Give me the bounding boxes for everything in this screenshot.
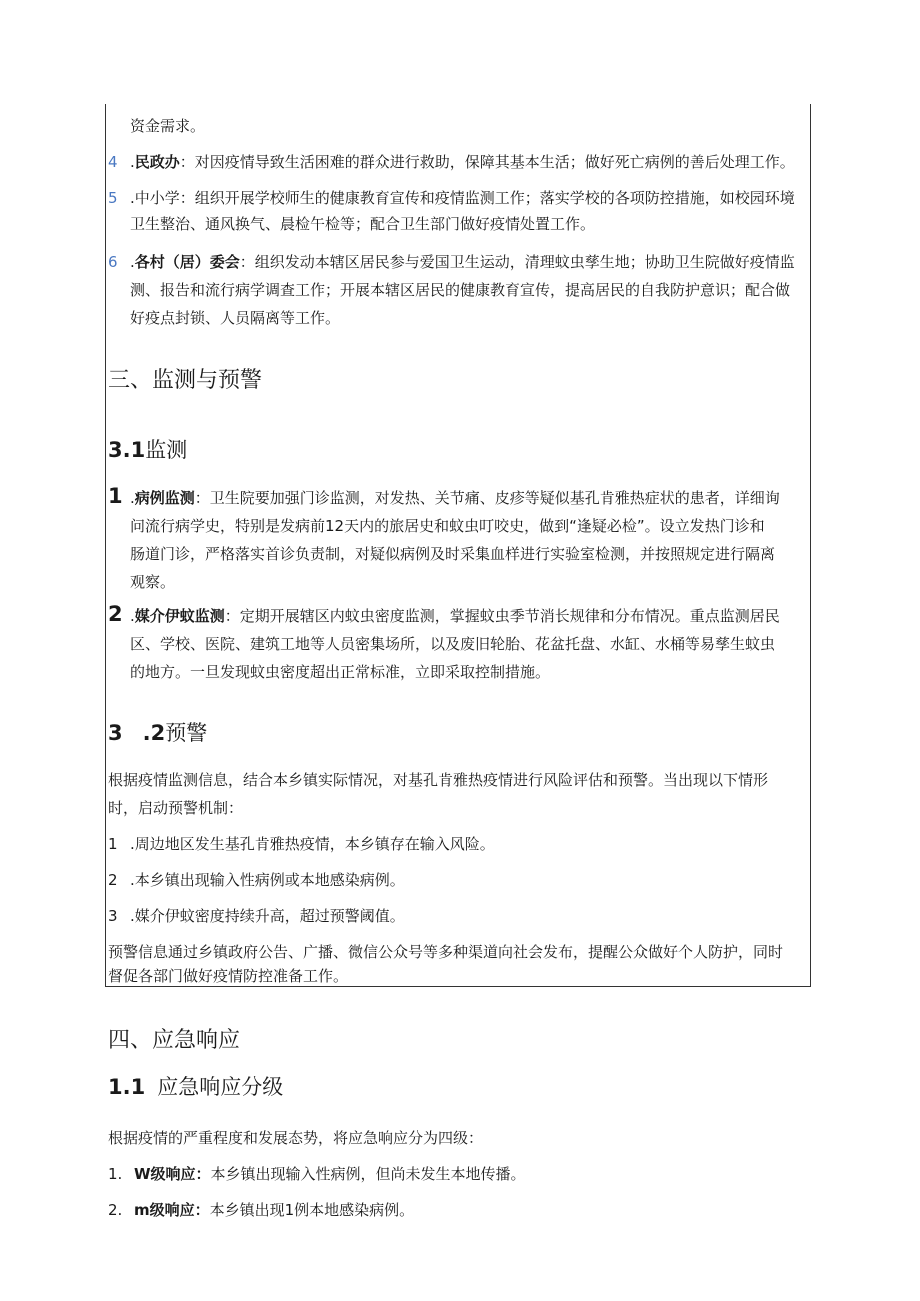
subheading-1-1: 1.1 应急响应分级 bbox=[108, 1075, 284, 1099]
list-item-schools: .中小学：组织开展学校师生的健康教育宣传和疫情监测工作；落实学校的各项防控措施，如校园环境 bbox=[130, 189, 795, 207]
text-line: 测、报告和流行病学调查工作；开展本辖区居民的健康教育宣传，提高居民的自我防护意识；配合做 bbox=[130, 281, 791, 299]
text-line: 根据疫情的严重程度和发展态势，将应急响应分为四级： bbox=[108, 1129, 484, 1147]
text-line: 观察。 bbox=[130, 573, 176, 591]
item-number: 4 bbox=[108, 153, 118, 171]
section-heading-3: 三、监测与预警 bbox=[108, 368, 263, 393]
text-line: 区、学校、医院、建筑工地等人员密集场所，以及废旧轮胎、花盆托盘、水缸、水桶等易孳生蚊虫 bbox=[130, 635, 776, 653]
text-line: 好疫点封锁、人员隔离等工作。 bbox=[130, 309, 341, 327]
text-line: 卫生整治、通风换气、晨检午检等；配合卫生部门做好疫情处置工作。 bbox=[130, 215, 596, 233]
text-line: 的地方。一旦发现蚊虫密度超出正常标准，立即采取控制措施。 bbox=[130, 663, 551, 681]
item-number: 3 bbox=[108, 907, 118, 925]
text-line: 问流行病学史，特别是发病前12天内的旅居史和蚊虫叮咬史，做到“逢疑必检”。设立发热门诊和 bbox=[130, 517, 765, 535]
list-item-case-monitoring: .病例监测：卫生院要加强门诊监测，对发热、关节痛、皮疹等疑似基孔肯雅热症状的患者，详细询 bbox=[130, 489, 780, 507]
list-item-civil-affairs: .民政办：对因疫情导致生活困难的群众进行救助，保障其基本生活；做好死亡病例的善后处理工作。 bbox=[130, 153, 795, 171]
item-number: 6 bbox=[108, 253, 118, 271]
item-number: 1 bbox=[108, 484, 123, 508]
warning-condition: .本乡镇出现输入性病例或本地感染病例。 bbox=[130, 871, 405, 889]
subheading-3-2: 3 .2预警 bbox=[108, 721, 208, 745]
text-line: 督促各部门做好疫情防控准备工作。 bbox=[108, 967, 349, 985]
text-line: 根据疫情监测信息，结合本乡镇实际情况，对基孔肯雅热疫情进行风险评估和预警。当出现以下情形 bbox=[108, 771, 769, 789]
response-level-item: W级响应：本乡镇出现输入性病例，但尚未发生本地传播。 bbox=[134, 1165, 526, 1183]
subheading-3-1: 3.1监测 bbox=[108, 438, 188, 462]
response-level-item: m级响应：本乡镇出现1例本地感染病例。 bbox=[134, 1201, 415, 1219]
item-number: 2 bbox=[108, 871, 118, 889]
item-number: 2 bbox=[108, 602, 123, 626]
item-number: 2. bbox=[108, 1201, 123, 1219]
text-line: 预警信息通过乡镇政府公告、广播、微信公众号等多种渠道向社会发布，提醒公众做好个人防护，同时 bbox=[108, 943, 784, 961]
warning-condition: .周边地区发生基孔肯雅热疫情，本乡镇存在输入风险。 bbox=[130, 835, 495, 853]
list-item-village-committees: .各村（居）委会：组织发动本辖区居民参与爱国卫生运动，清理蚊虫孳生地；协助卫生院做好疫情监 bbox=[130, 253, 795, 271]
warning-condition: .媒介伊蚊密度持续升高，超过预警阈值。 bbox=[130, 907, 405, 925]
item-number: 5 bbox=[108, 189, 118, 207]
text-line: 时，启动预警机制： bbox=[108, 799, 244, 817]
item-number: 1 bbox=[108, 835, 118, 853]
section-heading-4: 四、应急响应 bbox=[108, 1028, 241, 1053]
item-number: 1. bbox=[108, 1165, 123, 1183]
text-line: 资金需求。 bbox=[130, 117, 206, 135]
list-item-mosquito-monitoring: .媒介伊蚊监测：定期开展辖区内蚊虫密度监测，掌握蚊虫季节消长规律和分布情况。重点监测居民 bbox=[130, 607, 780, 625]
text-line: 肠道门诊，严格落实首诊负责制，对疑似病例及时采集血样进行实验室检测，并按照规定进行隔离 bbox=[130, 545, 776, 563]
